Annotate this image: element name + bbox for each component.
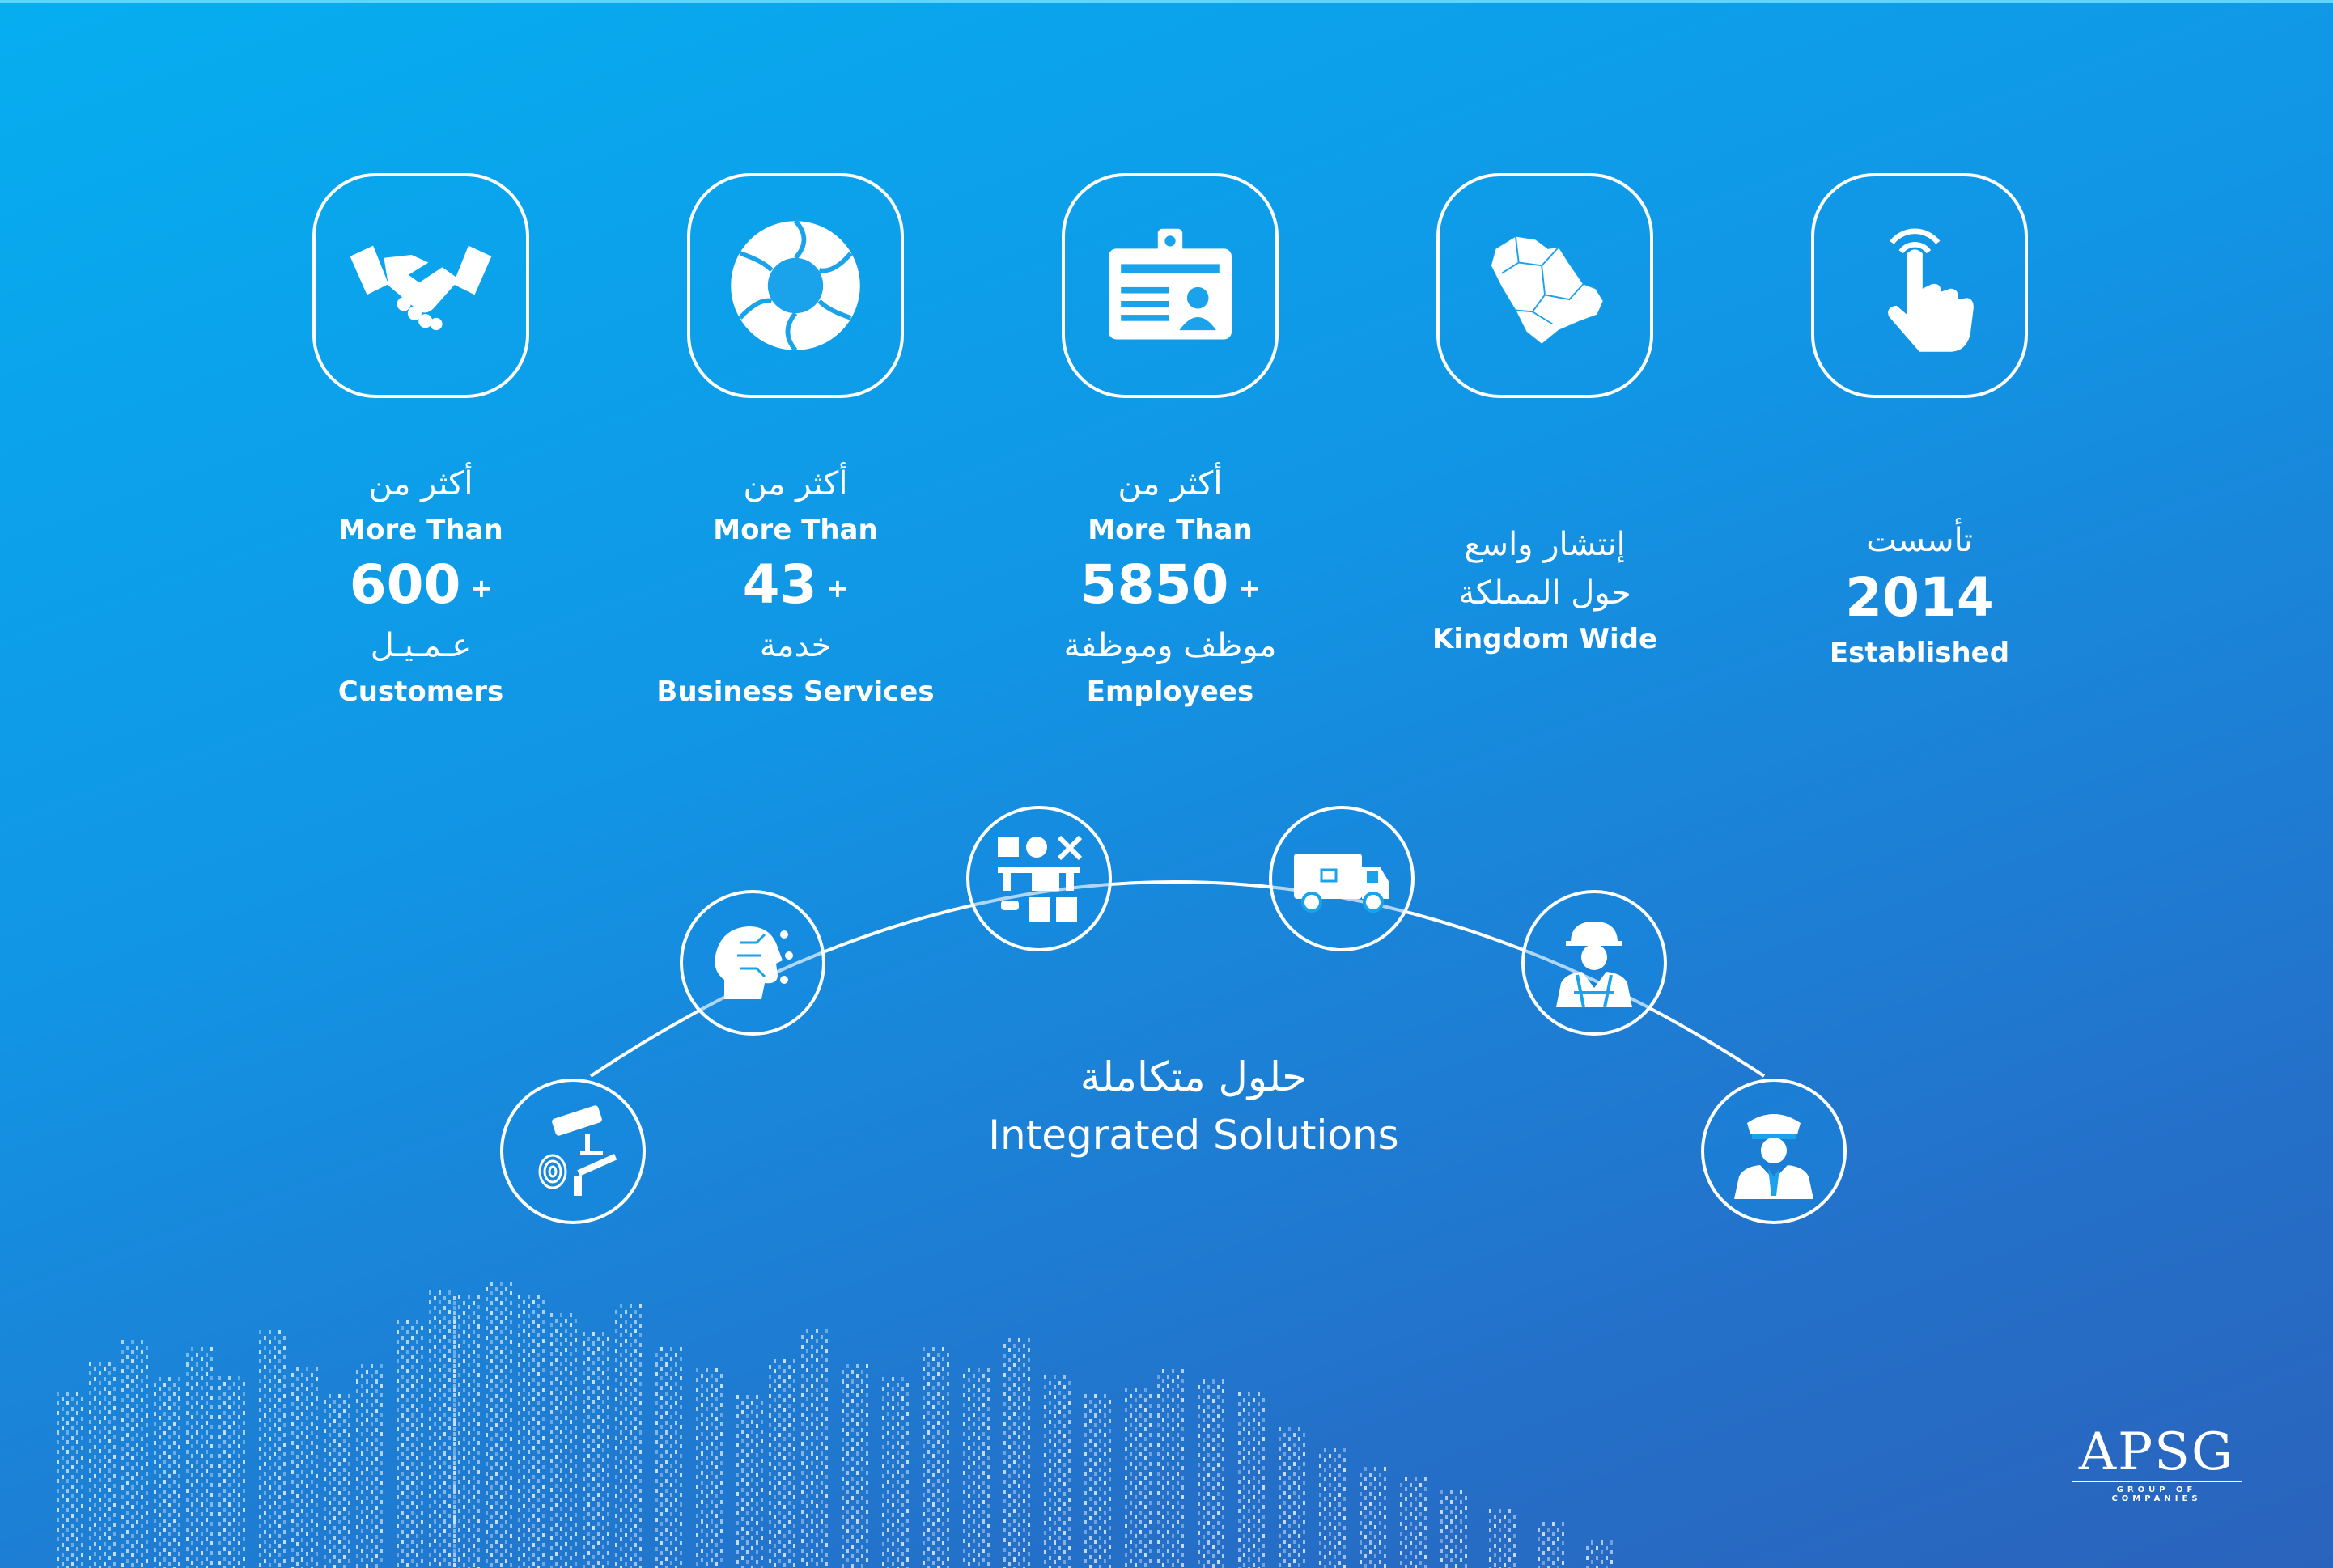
security-guard-icon-circle <box>1701 1079 1847 1224</box>
security-camera-fingerprint-barrier-icon-circle <box>500 1079 646 1224</box>
stat-en-bottom: Employees <box>1086 675 1254 708</box>
solutions-title-ar: حلول متكاملة <box>1080 1053 1308 1100</box>
construction-worker-icon-circle <box>1521 890 1667 1036</box>
stat-number: 43 + <box>742 553 849 616</box>
stat-ar-bottom: موظف وموظفة <box>1063 626 1277 664</box>
stat-en-bottom: Kingdom Wide <box>1432 623 1658 655</box>
cash-transport-truck-icon-circle <box>1269 806 1415 951</box>
stat-number: 2014 <box>1845 566 1994 629</box>
integrated-solutions-title <box>988 1048 1398 1164</box>
stat-en-top: More Than <box>713 514 878 546</box>
stat-en-top: More Than <box>1088 514 1253 546</box>
facility-services-icon <box>986 826 1092 931</box>
stat-en-bottom: Business Services <box>656 675 935 708</box>
stat-ar-top: أكثر من <box>1118 465 1223 502</box>
apsg-logo <box>2072 1424 2242 1503</box>
stat-ar-line1: إنتشار واسع <box>1464 526 1626 563</box>
stat-en-bottom: Established <box>1829 637 2010 669</box>
facility-services-icon-circle <box>966 806 1112 951</box>
stat-ar-top: تأسست <box>1866 522 1973 559</box>
stat-number: 5850 + <box>1080 553 1261 616</box>
logo-mark: APSG <box>2078 1422 2235 1482</box>
ai-head-circuit-icon <box>700 910 805 1015</box>
solutions-title-en: Integrated Solutions <box>988 1112 1399 1159</box>
construction-worker-icon <box>1542 910 1647 1015</box>
stat-en-top: More Than <box>338 514 503 546</box>
ai-head-circuit-icon-circle <box>680 890 825 1036</box>
stat-ar-top: أكثر من <box>743 465 848 502</box>
stat-ar-top: أكثر من <box>368 465 473 502</box>
logo-subtitle: GROUP OF COMPANIES <box>2072 1481 2242 1503</box>
security-guard-icon <box>1721 1099 1826 1204</box>
stat-ar-bottom: خدمة <box>759 626 832 664</box>
stat-ar-line2: حول المملكة <box>1458 574 1631 612</box>
stat-en-bottom: Customers <box>337 675 504 708</box>
cash-transport-truck-icon <box>1289 826 1394 931</box>
stat-number: 600 + <box>349 553 493 616</box>
stat-ar-bottom: عـمـيـل <box>370 626 472 664</box>
security-camera-fingerprint-barrier-icon <box>520 1099 626 1204</box>
